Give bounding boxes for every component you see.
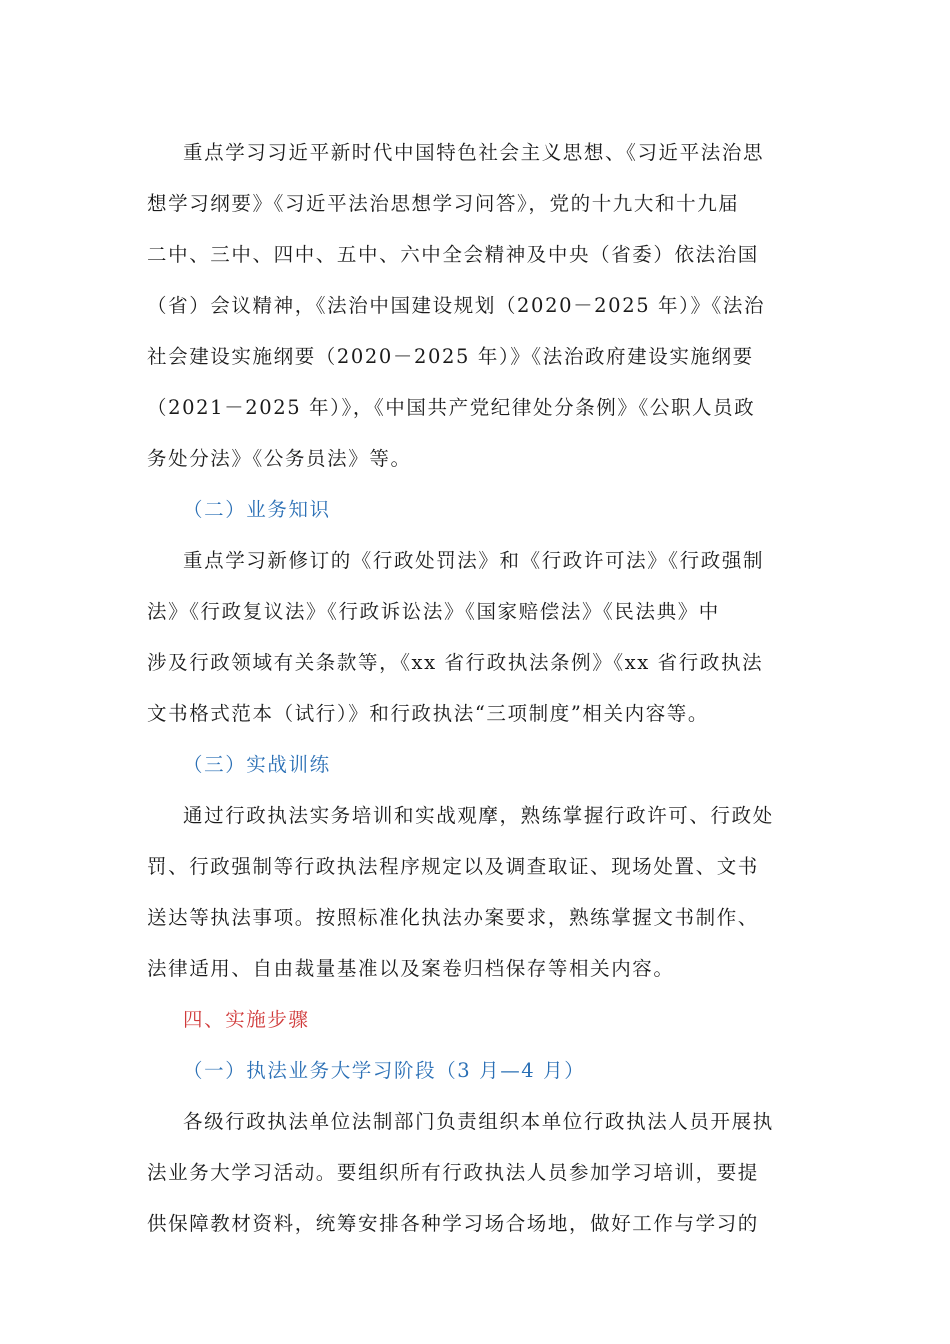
subheading-practical-training: （三）实战训练 (183, 753, 331, 776)
subheading-stage-one: （一）执法业务大学习阶段（3 月—4 月） (183, 1059, 586, 1082)
text-line: 社会建设实施纲要（2020－2025 年）》《法治政府建设实施纲要 (147, 345, 754, 368)
text-line: 想学习纲要》《习近平法治思想学习问答》，党的十九大和十九届 (147, 192, 740, 215)
text-line: 重点学习习近平新时代中国特色社会主义思想、《习近平法治思 (183, 141, 765, 164)
subheading-business-knowledge: （二）业务知识 (183, 498, 331, 521)
paragraph-study-scope (147, 127, 811, 1249)
text-line: 供保障教材资料，统筹安排各种学习场合场地，做好工作与学习的 (147, 1212, 759, 1235)
text-line: 法律适用、自由裁量基准以及案卷归档保存等相关内容。 (147, 957, 675, 980)
text-line: 法》《行政复议法》《行政诉讼法》《国家赔偿法》《民法典》中 (147, 600, 720, 623)
text-line: 罚、行政强制等行政执法程序规定以及调查取证、现场处置、文书 (147, 855, 759, 878)
text-line: （省）会议精神，《法治中国建设规划（2020－2025 年）》《法治 (147, 294, 766, 317)
section-heading-implementation-steps: 四、实施步骤 (183, 1008, 310, 1031)
text-line: 涉及行政领域有关条款等，《xx 省行政执法条例》《xx 省行政执法 (147, 651, 764, 674)
text-line: 文书格式范本（试行）》和行政执法“三项制度”相关内容等。 (147, 702, 709, 725)
text-line: （2021－2025 年）》，《中国共产党纪律处分条例》《公职人员政 (147, 396, 756, 419)
text-line: 法业务大学习活动。要组织所有行政执法人员参加学习培训，要提 (147, 1161, 759, 1184)
text-line: 各级行政执法单位法制部门负责组织本单位行政执法人员开展执 (183, 1110, 774, 1133)
text-line: 通过行政执法实务培训和实战观摩，熟练掌握行政许可、行政处 (183, 804, 774, 827)
text-line: 送达等执法事项。按照标准化执法办案要求，熟练掌握文书制作、 (147, 906, 759, 929)
text-line: 重点学习新修订的《行政处罚法》和《行政许可法》《行政强制 (183, 549, 765, 572)
text-line: 务处分法》《公务员法》等。 (147, 447, 412, 470)
text-line: 二中、三中、四中、五中、六中全会精神及中央（省委）依法治国 (147, 243, 759, 266)
